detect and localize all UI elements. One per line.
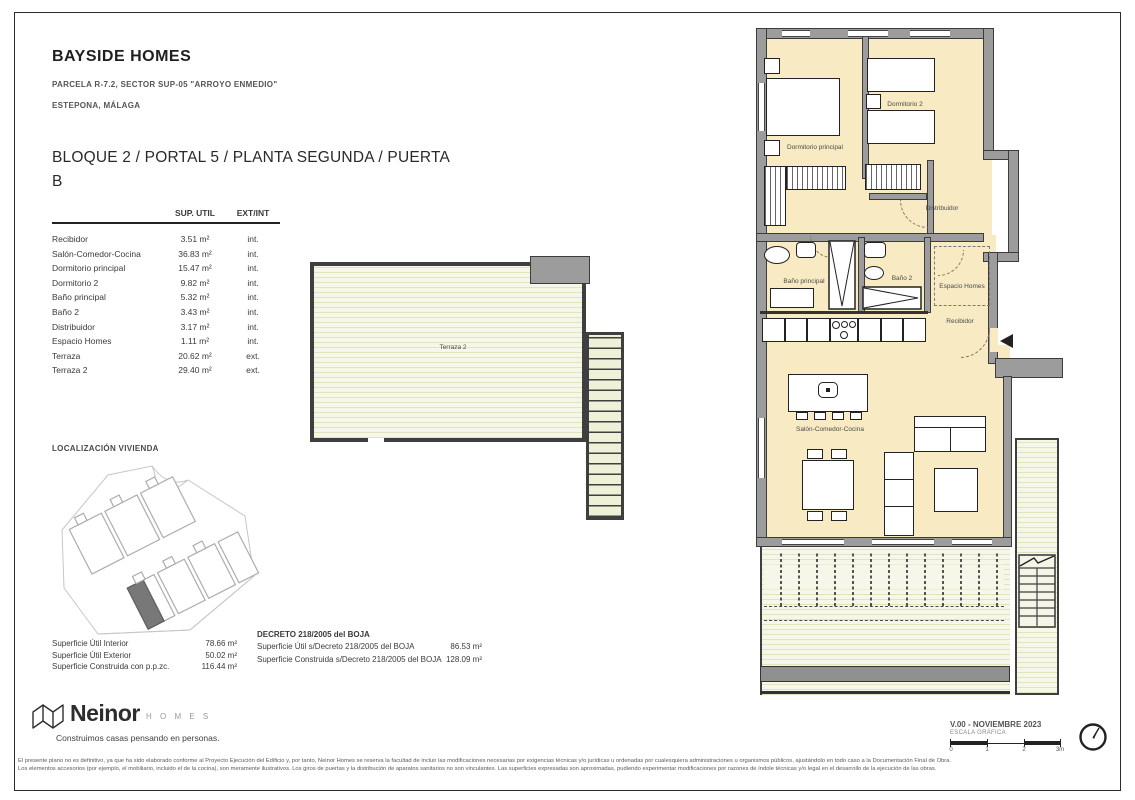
room-type: int. [247,306,259,317]
label-recibidor: Recibidor [946,318,974,325]
parcel-subtitle: PARCELA R-7.2, SECTOR SUP-05 "ARROYO ENMEDIO" [52,80,278,89]
room-type: int. [247,234,259,244]
single-bed [867,58,935,92]
version-label: V.00 - NOVIEMBRE 2023 [950,720,1042,729]
room-surface: 36.83 m² [178,248,212,259]
areas-table [52,208,280,378]
scale-tick-label: 2 [1022,747,1026,753]
chair [831,511,847,521]
hob-burner [849,321,856,328]
table-row [52,247,280,262]
room-surface: 3.43 m² [180,306,210,317]
room-type: int. [247,321,259,332]
total-label: Superficie Útil Interior [52,639,129,648]
wall-right-living [1003,376,1012,541]
room-surface: 15.47 m² [178,263,212,274]
site-plan-map [40,458,270,643]
table-row [52,276,280,291]
total-label: Superficie Construida con p.p.zc. [52,662,170,671]
decreto-value: 128.09 m² [445,654,482,664]
areas-table-header [52,208,280,222]
decreto-value: 86.53 m² [450,642,482,651]
scale-segment [1024,741,1061,745]
shower [862,286,922,310]
table-row [52,363,280,378]
room-type: int. [247,336,259,347]
label-dormitorio-2: Dormitorio 2 [887,101,923,108]
room-type: int. [247,248,259,259]
sliding-door [872,539,934,545]
pergola-slats [764,551,1004,606]
room-surface: 29.40 m² [178,365,212,376]
double-bed [766,78,840,136]
header-surface: SUP. UTIL [175,208,215,218]
shelf-line [885,479,913,480]
dining-table [802,460,854,510]
room-name: Dormitorio principal [52,263,126,274]
chair [807,511,823,521]
room-type: int. [247,277,259,288]
chair [831,449,847,459]
stool [814,412,826,420]
total-value: 116.44 m² [201,662,237,671]
room-surface: 3.51 m² [180,234,210,244]
decreto-title: DECRETO 218/2005 del BOJA [257,630,370,639]
espacio-homes-box [934,246,990,306]
room-type: int. [247,263,259,274]
coffee-table [934,468,978,512]
room-name: Espacio Homes [52,336,112,347]
wall-right-bedrooms [983,28,994,158]
decreto-row [257,641,482,654]
nightstand [764,58,780,74]
room-type: ext. [246,350,260,361]
window [782,30,810,37]
table-underline [52,222,280,224]
tv-unit [884,452,914,536]
project-title: BAYSIDE HOMES [52,48,192,65]
room-name: Dormitorio 2 [52,277,99,288]
label-distribuidor: Distribuidor [925,205,959,212]
decreto-block [257,628,482,666]
north-arrow-icon [1078,722,1108,752]
table-row [52,334,280,349]
hob-burner [841,321,848,328]
label-dormitorio-principal: Dormitorio principal [787,144,843,151]
counter-cell [762,318,785,342]
room-name: Distribuidor [52,321,95,332]
table-row [52,232,280,247]
decreto-label: Superficie Útil s/Decreto 218/2005 del BOJA [257,642,415,651]
totals-block [52,638,237,673]
stool [796,412,808,420]
single-bed [867,110,935,144]
room-name: Baño principal [52,292,106,303]
chair [807,449,823,459]
stool [832,412,844,420]
shower [828,240,856,310]
window [758,83,765,131]
scale-tick [987,739,988,747]
nightstand [866,94,881,109]
table-row [52,261,280,276]
location-label: LOCALIZACIÓN VIVIENDA [52,444,159,453]
room-type: int. [247,292,259,303]
shelf-line [885,506,913,507]
terraza-edge-line [760,691,1010,694]
label-salon: Salón-Comedor-Cocina [796,426,864,433]
sliding-door [782,539,844,545]
hob-burner [840,331,848,339]
window [848,30,888,37]
room-name: Terraza 2 [52,365,88,376]
terraza2-deck [310,262,586,442]
drain [826,388,830,392]
room-surface: 5.32 m² [180,292,210,303]
table-row [52,305,280,320]
counter-cell [785,318,808,342]
city-subtitle: ESTEPONA, MÁLAGA [52,101,141,110]
neinor-logo-icon [30,702,68,732]
wall-dorm2-bottom [869,193,927,200]
total-row [52,661,237,673]
room-type: ext. [246,365,260,376]
brand-name: Neinor [70,700,140,726]
sofa-cushion-line [950,427,951,451]
bathtub [770,288,814,308]
sliding-door [952,539,992,545]
brand-tagline: Construimos casas pensando en personas. [56,733,220,743]
total-label: Superficie Útil Exterior [52,650,132,660]
kitchen-back-line [760,311,928,314]
counter-cell [881,318,904,342]
table-row [52,320,280,335]
header-type: EXT/INT [236,208,270,218]
total-value: 50.02 m² [205,650,237,660]
decreto-label: Superficie Construida s/Decreto 218/2005 del BOJA [257,654,442,664]
room-name: Salón-Comedor-Cocina [52,248,141,259]
room-name: Terraza [52,350,81,361]
toilet [864,242,886,258]
entry-door-opening [990,328,998,352]
scale-tick [950,739,951,747]
terraza-dashed-line [764,620,1004,621]
disclaimer-line-1: El presente plano no es definitivo, ya que ha sido elaborado conforme al Proyecto Ejecución del Edificio y, por tanto, Neinor Homes se reserva la facultad de incluir las modificaciones necesarias por exigencias técnicas y/o jurídicas u ordenadas por cualesquiera administraciones u organismos públicos, ajustándolo en todo caso a la Documentación Final de Obra. [18,758,952,764]
hob [830,318,859,342]
island-sink [818,382,838,398]
disclaimer-line-2: Los elementos accesorios (por ejemplo, el mobiliario, incluido el de la cocina), son meramente ilustrativos. Los giros de puertas y la distribución de aparatos sanitarios no son vinculantes. Las superficies expresadas son aproximadas, pudiendo experimentar modificaciones por razones de índole técnicas y/o legal en el desarrollo de la ejecución de las obras. [18,766,937,772]
sofa [914,416,986,452]
scale-segment [950,741,987,745]
scale-tick [1024,739,1025,747]
wall-opening [368,438,384,444]
nightstand [764,140,780,156]
terraza2-stairs [586,332,624,520]
wardrobe [786,166,846,190]
unit-title: BLOQUE 2 / PORTAL 5 / PLANTA SEGUNDA / PUERTA B [52,149,450,191]
table-row [52,290,280,305]
room-surface: 1.11 m² [180,336,210,347]
room-surface: 20.62 m² [178,350,212,361]
room-name: Baño 2 [52,306,79,317]
wall-bath2-right [924,237,931,313]
label-bano-principal: Baño principal [783,278,825,285]
scale-tick-label: 1 [985,747,989,753]
terraza-dashed-line [764,606,1004,607]
total-value: 78.66 m² [205,639,237,648]
label-espacio-homes: Espacio Homes [939,283,985,290]
wall-distribuidor-left [927,160,934,235]
toilet [796,242,816,258]
terraza2-label: Terraza 2 [439,344,467,351]
window [758,418,765,478]
stool [850,412,862,420]
total-row [52,650,237,662]
entrance-arrow-icon [1000,334,1013,348]
label-bano-2: Baño 2 [891,275,913,282]
sink [764,246,790,264]
planter-band [760,666,1010,682]
window [910,30,950,37]
sink [864,266,884,280]
decreto-row [257,654,482,667]
wall-bedrooms-baths [756,233,984,242]
scale-segment [987,743,1024,744]
graphic-scale-bar [950,739,1064,753]
scale-tick-label: 0 [949,747,953,753]
table-row [52,349,280,364]
scale-tick-label: 3m [1055,747,1065,753]
wall-right-distribuidor [1008,150,1019,260]
apartment-floor-plan [752,28,1068,700]
terraza2-wall-block [530,256,590,284]
room-surface: 9.82 m² [180,277,210,288]
brand-suffix: H O M E S [146,712,212,721]
legal-disclaimer [18,757,1118,773]
room-name: Recibidor [52,234,88,244]
wardrobe [865,164,921,190]
terraza-stairs [1018,554,1056,628]
wall-corner-mass [995,358,1063,378]
room-surface: 3.17 m² [180,321,210,332]
wardrobe [764,166,786,226]
counter-cell [903,318,926,342]
hob-burner [832,321,840,329]
counter-cell [858,318,881,342]
terraza2-floor-plan [308,256,648,526]
scale-tick [1060,739,1061,747]
kitchen-counter [762,318,926,342]
header-room [52,208,164,218]
slat-dash-mask [764,551,1004,606]
counter-cell [807,318,830,342]
total-row [52,638,237,650]
scale-label: ESCALA GRÁFICA [950,730,1006,736]
